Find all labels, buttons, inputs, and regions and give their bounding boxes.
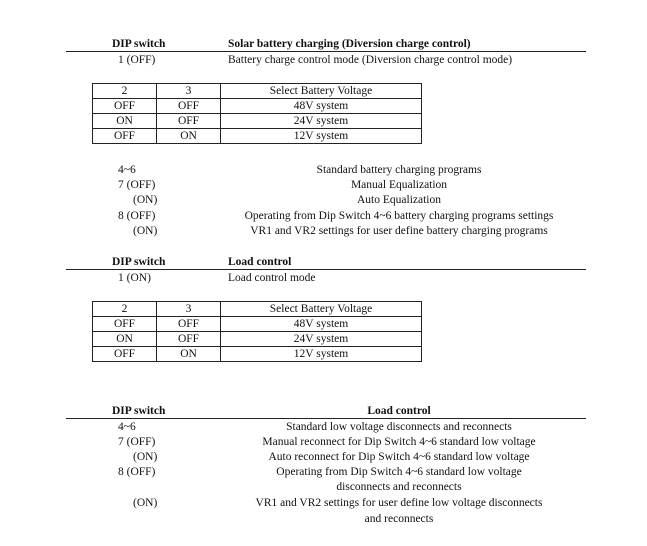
table-cell: 48V system xyxy=(221,317,422,332)
table-row xyxy=(93,347,422,362)
table-cell: ON xyxy=(93,114,157,129)
section3-item-switch: 8 (OFF) xyxy=(118,466,156,478)
section3-item-switch: 4~6 xyxy=(118,421,136,433)
section3-item-desc: Operating from Dip Switch 4~6 standard low voltage xyxy=(276,466,522,478)
section1-item-switch: (ON) xyxy=(133,225,158,237)
table-cell: 12V system xyxy=(221,347,422,362)
section3-item-switch: 7 (OFF) xyxy=(118,436,156,448)
section3-item-desc-cont: and reconnects xyxy=(364,513,434,525)
table-header-cell: Select Battery Voltage xyxy=(221,84,422,99)
table-header-row xyxy=(93,84,422,99)
table-row xyxy=(93,317,422,332)
table-row xyxy=(93,129,422,144)
section1-item-desc: VR1 and VR2 settings for user define battery charging programs xyxy=(250,225,548,237)
table-cell: ON xyxy=(157,347,221,362)
table-cell: OFF xyxy=(93,129,157,144)
section3-header-dip: DIP switch xyxy=(112,405,166,417)
section2-row1-desc: Load control mode xyxy=(228,272,316,284)
section1-row1-desc: Battery charge control mode (Diversion charge control mode) xyxy=(228,54,513,66)
table-cell: 48V system xyxy=(221,99,422,114)
section1-item-switch: 8 (OFF) xyxy=(118,210,156,222)
table-cell: OFF xyxy=(93,317,157,332)
section1-row1-switch: 1 (OFF) xyxy=(118,54,156,66)
section1-item-switch: (ON) xyxy=(133,194,158,206)
table-cell: OFF xyxy=(157,332,221,347)
table-header-cell: Select Battery Voltage xyxy=(221,302,422,317)
section1-header-dip: DIP switch xyxy=(112,38,166,50)
table-cell: OFF xyxy=(93,99,157,114)
table-row xyxy=(93,114,422,129)
section2-header-dip: DIP switch xyxy=(112,256,166,268)
section1-item-desc: Operating from Dip Switch 4~6 battery charging programs settings xyxy=(244,210,554,222)
section2-voltage-table xyxy=(92,301,422,362)
table-cell: OFF xyxy=(157,114,221,129)
section3-item-switch: (ON) xyxy=(133,451,158,463)
table-cell: OFF xyxy=(157,317,221,332)
table-cell: OFF xyxy=(157,99,221,114)
section1-divider xyxy=(66,51,586,52)
section3-item-desc: Standard low voltage disconnects and reconnects xyxy=(286,421,512,433)
section3-item-desc: Manual reconnect for Dip Switch 4~6 standard low voltage xyxy=(262,436,536,448)
table-header-cell: 2 xyxy=(93,302,157,317)
table-cell: 24V system xyxy=(221,332,422,347)
section1-item-desc: Auto Equalization xyxy=(357,194,441,206)
section3-divider xyxy=(66,418,586,419)
section1-item-switch: 4~6 xyxy=(118,164,136,176)
table-cell: 24V system xyxy=(221,114,422,129)
table-header-cell: 3 xyxy=(157,84,221,99)
section1-voltage-table xyxy=(92,83,422,144)
section3-header-title: Load control xyxy=(367,405,431,417)
table-cell: OFF xyxy=(93,347,157,362)
section2-header-title: Load control xyxy=(228,256,292,268)
section3-item-switch: (ON) xyxy=(133,497,158,509)
section1-item-switch: 7 (OFF) xyxy=(118,179,156,191)
section1-item-desc: Manual Equalization xyxy=(350,179,448,191)
table-header-row xyxy=(93,302,422,317)
table-row xyxy=(93,99,422,114)
section2-divider xyxy=(66,269,586,270)
table-cell: ON xyxy=(93,332,157,347)
section3-item-desc: VR1 and VR2 settings for user define low voltage disconnects xyxy=(255,497,543,509)
table-cell: ON xyxy=(157,129,221,144)
table-row xyxy=(93,332,422,347)
section3-item-desc: Auto reconnect for Dip Switch 4~6 standard low voltage xyxy=(268,451,530,463)
section1-item-desc: Standard battery charging programs xyxy=(316,164,482,176)
table-cell: 12V system xyxy=(221,129,422,144)
section1-header-title: Solar battery charging (Diversion charge control) xyxy=(228,38,471,50)
section2-row1-switch: 1 (ON) xyxy=(118,272,151,284)
table-header-cell: 3 xyxy=(157,302,221,317)
table-header-cell: 2 xyxy=(93,84,157,99)
section3-item-desc-cont: disconnects and reconnects xyxy=(336,481,462,493)
